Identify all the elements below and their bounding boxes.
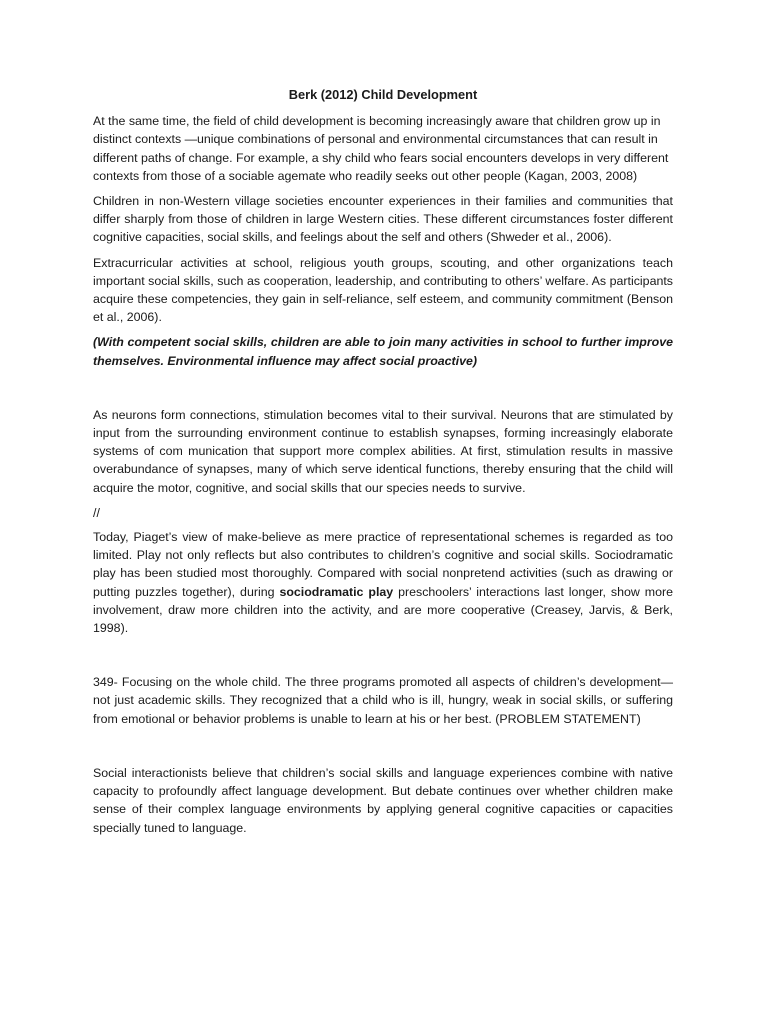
document-title: Berk (2012) Child Development (288, 87, 478, 102)
paragraph-contexts: At the same time, the field of child development is becoming increasingly aware that children grow up in distinct contexts —unique combinations of personal and environmental circumstances that can result in different paths of change. For example, a shy child who fears social encounters develops in very different contexts from those of a sociable agemate who readily seeks out other people (Kagan, 2003, 2008) (93, 114, 669, 183)
sociodramatic-play-term: sociodramatic play (279, 584, 394, 599)
note-social-skills: (With competent social skills, children are able to join many activities in school to further improve themselves. Environmental influence may affect social proactive) (93, 335, 673, 368)
paragraph-extracurricular: Extracurricular activities at school, religious youth groups, scouting, and other organizations teach important social skills, such as cooperation, leadership, and contributing to others’ welfare. As participants acquire these competencies, they gain in self-reliance, self esteem, and community commitment (Benson et al., 2006). (93, 255, 673, 325)
document-page (93, 86, 673, 844)
paragraph-piaget-text-end: preschoolers’ interactions last longer, show more involvement, draw more children into the activity, and are more cooperative (Creasey, Jarvis, & Berk, 1998). (93, 584, 674, 636)
separator-mark: // (93, 505, 100, 520)
paragraph-piaget-text-start: Today, Piaget’s view of make-believe as mere practice of representational schemes is regarded as too limited. Play not only reflects but also contributes to children’s cognitive and social skills. Sociodramatic play has been studied most thoroughly. Compared with social nonpretend activities (such as drawing or putting puzzles together), during (93, 530, 673, 599)
paragraph-piaget-play (93, 528, 673, 637)
paragraph-whole-child: 349- Focusing on the whole child. The three programs promoted all aspects of children’s development—not just academic skills. They recognized that a child who is ill, hungry, weak in social skills, or suffering from emotional or behavior problems is unable to learn at his or her best. (PROBLEM STATEMENT) (93, 675, 673, 726)
paragraph-social-interactionists: Social interactionists believe that children’s social skills and language experiences combine with native capacity to profoundly affect language development. But debate continues over whether children make sense of their complex language environments by applying general cognitive capacities or capacities specially tuned to language. (93, 765, 673, 835)
paragraph-non-western-societies: Children in non-Western village societies encounter experiences in their families and communities that differ sharply from those of children in large Western cities. These different circumstances foster different cognitive capacities, social skills, and feelings about the self and others (Shweder et al., 2006). (93, 194, 673, 245)
paragraph-neurons: As neurons form connections, stimulation becomes vital to their survival. Neurons that are stimulated by input from the surrounding environment continue to establish synapses, forming increasingly elaborate systems of com munication that support more complex abilities. At first, stimulation results in massive overabundance of synapses, many of which serve identical functions, thereby ensuring that the child will acquire the motor, cognitive, and social skills that our species needs to survive. (93, 407, 673, 495)
